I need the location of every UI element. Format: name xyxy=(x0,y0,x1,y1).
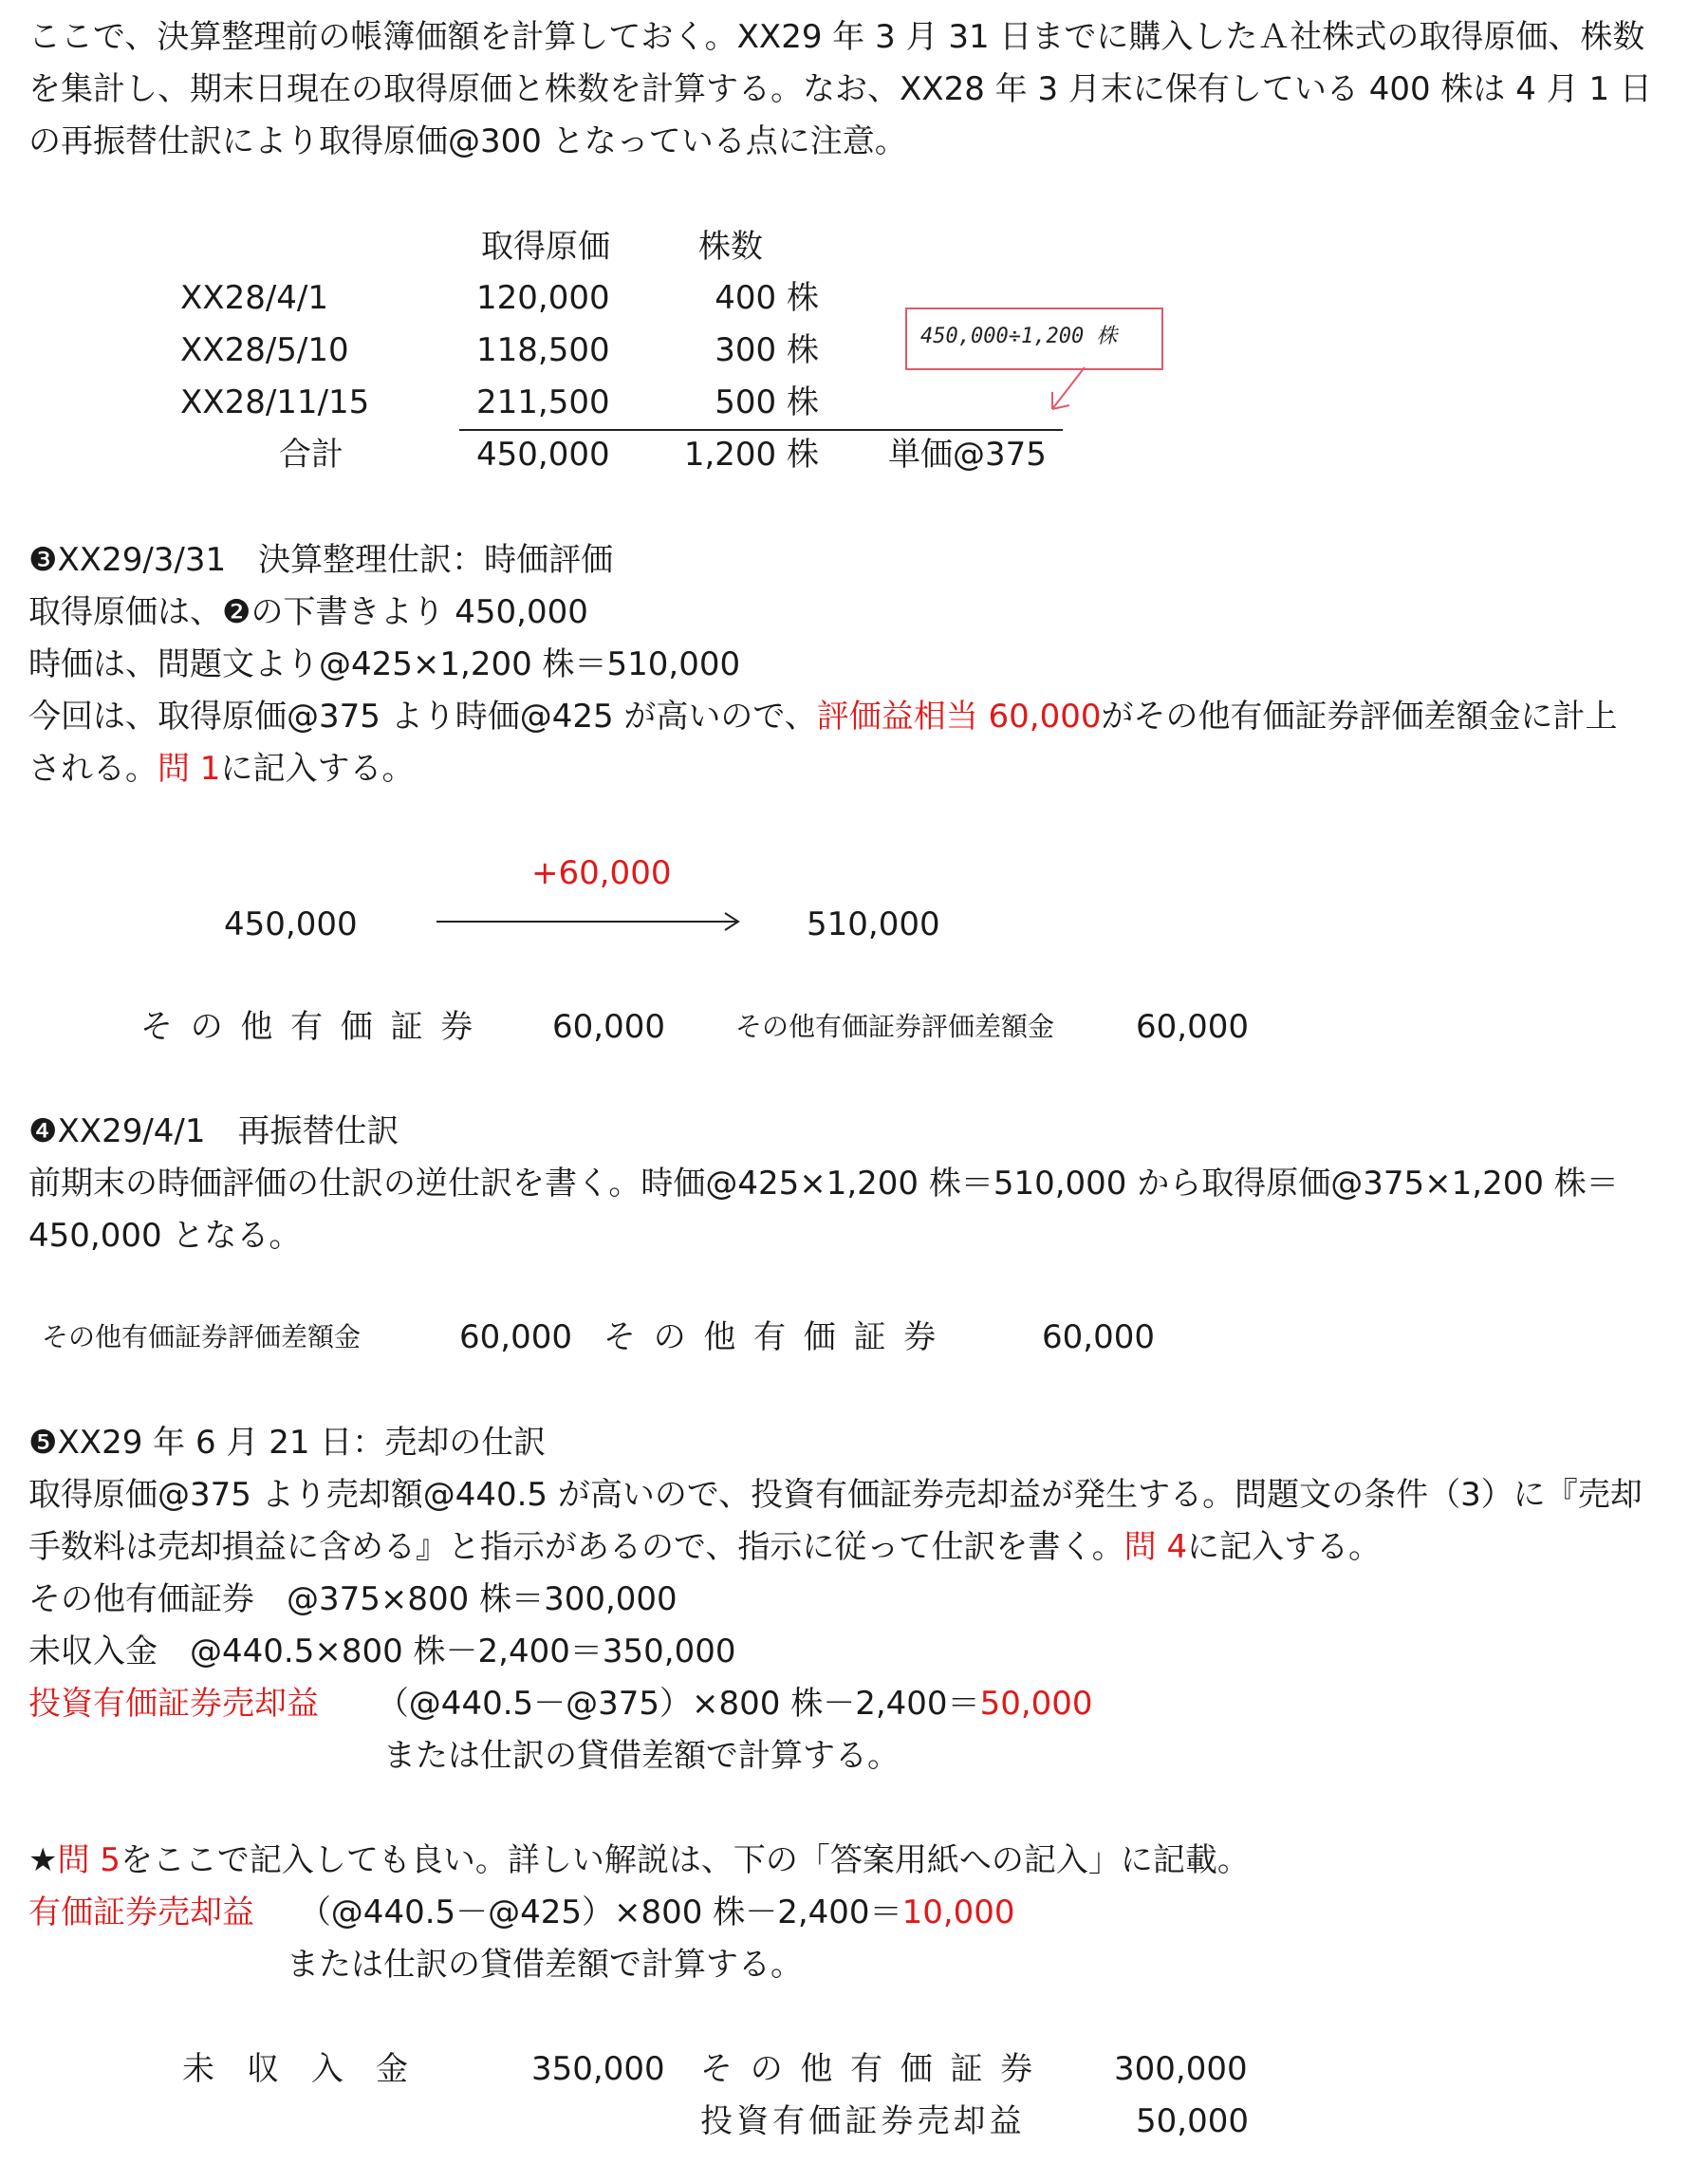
credit-account: その他有価証券 xyxy=(603,1318,954,1356)
section5-line-1: 取得原価@375 より売却額@440.5 が高いので、投資有価証券売却益が発生する。問題文の条件（3）に『売却 xyxy=(28,1476,1643,1514)
sale-gain-value: 10,000 xyxy=(901,1894,1015,1931)
credit-amount: 60,000 xyxy=(1136,1008,1249,1046)
debit-amount: 350,000 xyxy=(531,2050,665,2088)
section4-heading: ❹XX29/4/1 再振替仕訳 xyxy=(28,1112,399,1150)
intro-line-2: を集計し、期末日現在の取得原価と株数を計算する。なお、XX28 年 3 月末に保有している 400 株は 4 月 1 日 xyxy=(28,70,1652,108)
credit-amount-2: 50,000 xyxy=(1136,2102,1249,2140)
intro-line-3: の再振替仕訳により取得原価@300 となっている点に注意。 xyxy=(28,122,907,160)
total-cost: 450,000 xyxy=(476,436,610,474)
section3-line-3-b: がその他有価証券評価差額金に計上 xyxy=(1101,698,1618,736)
calc-note: 450,000÷1,200 株 xyxy=(920,325,1118,348)
total-rule xyxy=(459,429,1063,431)
intro-line-1: ここで、決算整理前の帳簿価額を計算しておく。XX29 年 3 月 31 日までに購入したＡ社株式の取得原価、株数 xyxy=(28,18,1645,56)
star-note: または仕訳の貸借差額で計算する。 xyxy=(287,1946,803,1984)
row-shares: 500 株 xyxy=(715,383,819,421)
row-cost: 120,000 xyxy=(476,279,610,317)
section5-line-4: 未収入金 @440.5×800 株－2,400＝350,000 xyxy=(28,1632,736,1670)
credit-account-2: 投資有価証券売却益 xyxy=(700,2102,1026,2140)
total-label: 合計 xyxy=(279,436,343,474)
credit-account: その他有価証券評価差額金 xyxy=(735,1011,1055,1042)
section5-line-2-a: 手数料は売却損益に含める』と指示があるので、指示に従って仕訳を書く。 xyxy=(28,1528,1124,1566)
row-cost: 118,500 xyxy=(476,331,610,369)
debit-account: 未収入金 xyxy=(182,2050,440,2088)
star-calc-line xyxy=(28,1896,1015,1929)
section3-line-1: 取得原価は、❷の下書きより 450,000 xyxy=(28,593,588,631)
row-shares: 400 株 xyxy=(715,279,819,317)
question-4-ref: 問 4 xyxy=(1123,1528,1188,1566)
section3-line-4-b: に記入する。 xyxy=(220,750,415,788)
debit-account: その他有価証券 xyxy=(140,1008,491,1046)
row-date: XX28/11/15 xyxy=(180,383,370,421)
sale-gain-calc: （@440.5－@425）×800 株－2,400＝ xyxy=(298,1894,902,1931)
section3-highlight: 評価益相当 60,000 xyxy=(816,698,1102,736)
gain-value: 50,000 xyxy=(979,1685,1093,1723)
gain-label: 投資有価証券売却益 xyxy=(28,1685,319,1723)
arrow-right-icon xyxy=(435,907,744,936)
diagram-delta: +60,000 xyxy=(531,854,672,892)
unit-price: 単価@375 xyxy=(888,436,1047,474)
credit-amount: 60,000 xyxy=(1042,1318,1155,1356)
section4-line-1: 前期末の時価評価の仕訳の逆仕訳を書く。時価@425×1,200 株＝510,000 から取得原価@375×1,200 株＝ xyxy=(28,1165,1619,1203)
debit-amount: 60,000 xyxy=(459,1318,572,1356)
diagram-from: 450,000 xyxy=(224,905,358,943)
section4-line-2: 450,000 となる。 xyxy=(28,1217,302,1255)
section3-line-4-a: される。 xyxy=(28,750,158,788)
debit-account: その他有価証券評価差額金 xyxy=(42,1321,362,1352)
row-shares: 300 株 xyxy=(715,331,819,369)
section5-gain-note: または仕訳の貸借差額で計算する。 xyxy=(383,1737,900,1775)
section3-line-3 xyxy=(28,698,1618,736)
row-cost: 211,500 xyxy=(476,383,610,421)
section5-line-2-b: に記入する。 xyxy=(1187,1528,1382,1566)
credit-account-1: その他有価証券 xyxy=(700,2050,1050,2088)
row-date: XX28/4/1 xyxy=(180,279,329,317)
debit-amount: 60,000 xyxy=(552,1008,665,1046)
section3-line-4 xyxy=(28,750,415,788)
section5-line-2 xyxy=(28,1528,1382,1566)
star-note-line xyxy=(28,1841,1250,1879)
section5-line-3: その他有価証券 @375×800 株＝300,000 xyxy=(28,1580,678,1618)
gain-calc: （@440.5－@375）×800 株－2,400＝ xyxy=(376,1685,980,1723)
star-icon: ★ xyxy=(28,1841,58,1879)
credit-amount-1: 300,000 xyxy=(1114,2050,1248,2088)
section3-heading: ❸XX29/3/31 決算整理仕訳：時価評価 xyxy=(28,541,614,579)
diagram-to: 510,000 xyxy=(807,905,940,943)
row-date: XX28/5/10 xyxy=(180,331,349,369)
header-shares: 株数 xyxy=(698,228,763,266)
note-arrow-icon xyxy=(1039,364,1096,420)
total-shares: 1,200 株 xyxy=(683,436,819,474)
sale-gain-label: 有価証券売却益 xyxy=(28,1894,254,1931)
section5-gain-line xyxy=(28,1685,1093,1723)
calc-note-box xyxy=(905,308,1163,370)
question-5-ref: 問 5 xyxy=(57,1841,121,1879)
section3-line-3-a: 今回は、取得原価@375 より時価@425 が高いので、 xyxy=(28,698,817,736)
section5-heading: ❺XX29 年 6 月 21 日：売却の仕訳 xyxy=(28,1424,547,1462)
question-1-ref: 問 1 xyxy=(158,750,221,788)
section3-line-2: 時価は、問題文より@425×1,200 株＝510,000 xyxy=(28,645,741,683)
header-cost: 取得原価 xyxy=(481,228,610,266)
star-text: をここで記入しても良い。詳しい解説は、下の「答案用紙への記入」に記載。 xyxy=(120,1841,1250,1879)
